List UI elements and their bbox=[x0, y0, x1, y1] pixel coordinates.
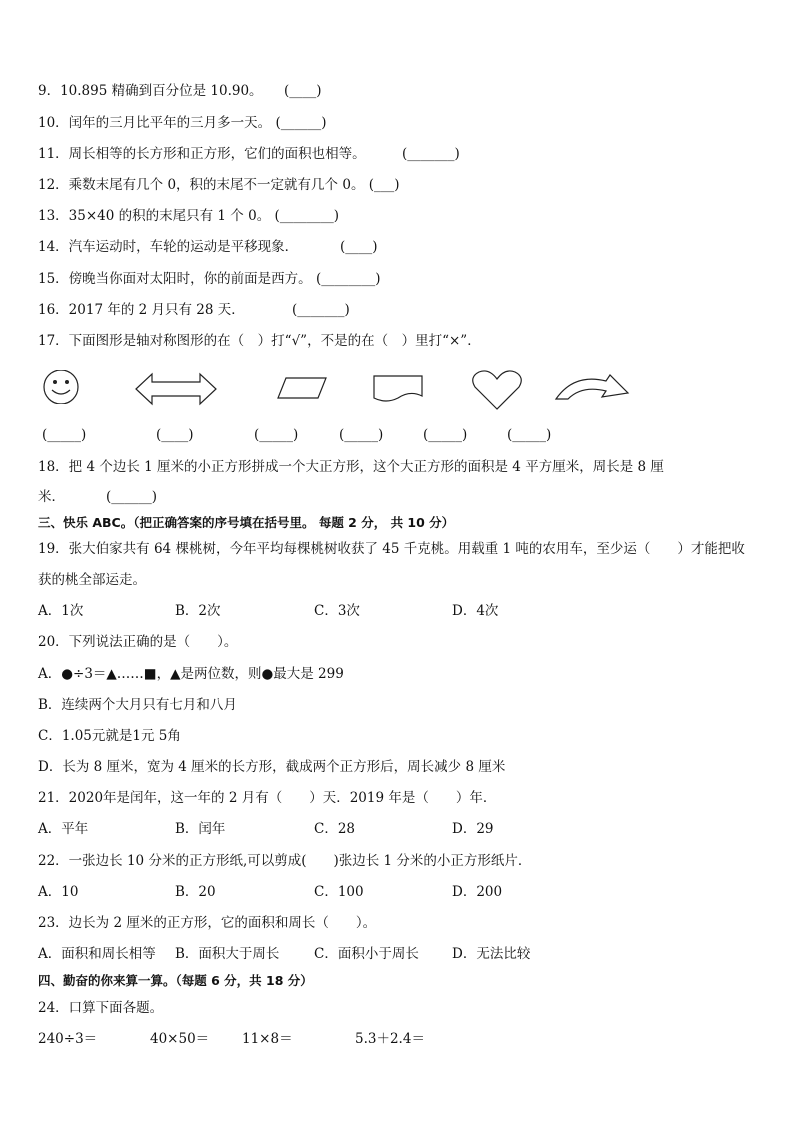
question-15 bbox=[38, 270, 381, 288]
double-arrow-icon bbox=[134, 371, 218, 407]
question-text: 17．下面图形是轴对称图形的在（ ）打“√”，不是的在（ ）里打“×”． bbox=[38, 333, 481, 349]
question-9 bbox=[38, 82, 263, 100]
heart-icon bbox=[471, 369, 523, 411]
question-text: 19．张大伯家共有 64 棵桃树，今年平均每棵桃树收获了 45 千克桃。用载重 1 吨的农用车，至少运（ ）才能把收 bbox=[38, 541, 745, 557]
flag-shape-icon bbox=[372, 374, 426, 404]
answer-blank[interactable]: (____) bbox=[284, 83, 322, 99]
answer-blank[interactable]: (_____) bbox=[254, 427, 299, 443]
answer-blank[interactable]: (_____) bbox=[423, 427, 468, 443]
option-a[interactable]: A．平年 bbox=[38, 821, 89, 837]
question-text: 16．2017 年的 2 月只有 28 天． bbox=[38, 302, 245, 318]
answer-blank[interactable]: (_______) bbox=[402, 146, 460, 162]
question-14 bbox=[38, 238, 298, 256]
question-10 bbox=[38, 114, 327, 132]
option-c[interactable]: C．3次 bbox=[314, 603, 360, 619]
calc-item[interactable]: 11×8＝ bbox=[242, 1031, 293, 1047]
question-text: 13．35×40 的积的末尾只有 1 个 0。 bbox=[38, 208, 271, 224]
answer-blank[interactable]: (_____) bbox=[507, 427, 552, 443]
question-11 bbox=[38, 145, 366, 163]
question-22: 22．一张边长 10 分米的正方形纸,可以剪成( )张边长 1 分米的小正方形纸片． bbox=[38, 853, 532, 869]
answer-blank[interactable]: (________) bbox=[315, 271, 381, 287]
question-24: 24．口算下面各题。 bbox=[38, 1000, 164, 1016]
question-text: 15．傍晚当你面对太阳时，你的前面是西方。 bbox=[38, 271, 312, 287]
calc-item[interactable]: 240÷3＝ bbox=[38, 1031, 98, 1047]
option-a[interactable]: A．1次 bbox=[38, 603, 84, 619]
option-d[interactable]: D．4次 bbox=[452, 603, 499, 619]
question-text: 获的桃全部运走。 bbox=[38, 572, 146, 588]
question-17 bbox=[38, 332, 481, 350]
question-18-continued bbox=[38, 488, 65, 506]
answer-blank[interactable]: (____) bbox=[340, 239, 378, 255]
answer-blank[interactable]: (___) bbox=[368, 177, 400, 193]
answer-blank[interactable]: (______) bbox=[106, 489, 158, 505]
question-text: 18．把 4 个边长 1 厘米的小正方形拼成一个大正方形，这个大正方形的面积是 4 平方厘米，周长是 8 厘 bbox=[38, 459, 664, 475]
answer-blank[interactable]: (________) bbox=[274, 208, 340, 224]
question-text: 11．周长相等的长方形和正方形，它们的面积也相等。 bbox=[38, 146, 366, 162]
question-19 bbox=[38, 540, 745, 558]
question-13 bbox=[38, 207, 339, 225]
question-16 bbox=[38, 301, 245, 319]
curved-arrow-icon bbox=[554, 371, 632, 403]
option-a[interactable]: A．●÷3＝▲……■，▲是两位数，则●最大是 299 bbox=[38, 666, 344, 682]
option-d[interactable]: D．无法比较 bbox=[452, 946, 531, 962]
calc-item[interactable]: 5.3＋2.4＝ bbox=[355, 1031, 425, 1047]
section-heading: 三、快乐 ABC。（把正确答案的序号填在括号里。 每题 2 分， 共 10 分） bbox=[38, 515, 455, 530]
option-b[interactable]: B．面积大于周长 bbox=[175, 946, 280, 962]
option-d[interactable]: D．长为 8 厘米，宽为 4 厘米的长方形，截成两个正方形后，周长减少 8 厘米 bbox=[38, 759, 506, 775]
answer-blank[interactable]: (_______) bbox=[292, 302, 350, 318]
parallelogram-icon bbox=[276, 376, 328, 400]
question-23: 23．边长为 2 厘米的正方形，它的面积和周长（ ）。 bbox=[38, 915, 377, 931]
question-21: 21．2020年是闰年，这一年的 2 月有（ ）天．2019 年是（ ）年． bbox=[38, 790, 497, 806]
option-c[interactable]: C．100 bbox=[314, 884, 364, 900]
question-18 bbox=[38, 458, 664, 476]
smiley-face-icon bbox=[40, 370, 84, 404]
option-c[interactable]: C．面积小于周长 bbox=[314, 946, 419, 962]
option-b[interactable]: B．2次 bbox=[175, 603, 221, 619]
answer-blank[interactable]: (_____) bbox=[42, 427, 87, 443]
option-b[interactable]: B．连续两个大月只有七月和八月 bbox=[38, 697, 237, 713]
option-b[interactable]: B．20 bbox=[175, 884, 216, 900]
option-a[interactable]: A．10 bbox=[38, 884, 79, 900]
section-heading: 四、勤奋的你来算一算。（每题 6 分，共 18 分） bbox=[38, 973, 313, 988]
question-text: 14．汽车运动时，车轮的运动是平移现象． bbox=[38, 239, 299, 255]
question-text: 9．10.895 精确到百分位是 10.90。 bbox=[38, 83, 263, 99]
option-b[interactable]: B．闰年 bbox=[175, 821, 226, 837]
answer-blank[interactable]: (_____) bbox=[339, 427, 384, 443]
answer-blank[interactable]: (______) bbox=[275, 115, 327, 131]
answer-blank[interactable]: (____) bbox=[156, 427, 194, 443]
question-12 bbox=[38, 176, 400, 194]
question-19-continued bbox=[38, 571, 146, 589]
option-c[interactable]: C．28 bbox=[314, 821, 356, 837]
calc-item[interactable]: 40×50＝ bbox=[150, 1031, 210, 1047]
option-a[interactable]: A．面积和周长相等 bbox=[38, 946, 156, 962]
question-text: 10．闰年的三月比平年的三月多一天。 bbox=[38, 115, 272, 131]
question-text: 米． bbox=[38, 489, 65, 505]
question-text: 12．乘数末尾有几个 0，积的末尾不一定就有几个 0。 bbox=[38, 177, 365, 193]
option-d[interactable]: D．29 bbox=[452, 821, 494, 837]
question-20: 20．下列说法正确的是（ ）。 bbox=[38, 634, 238, 650]
option-c[interactable]: C．1.05元就是1元 5角 bbox=[38, 728, 181, 744]
option-d[interactable]: D．200 bbox=[452, 884, 503, 900]
